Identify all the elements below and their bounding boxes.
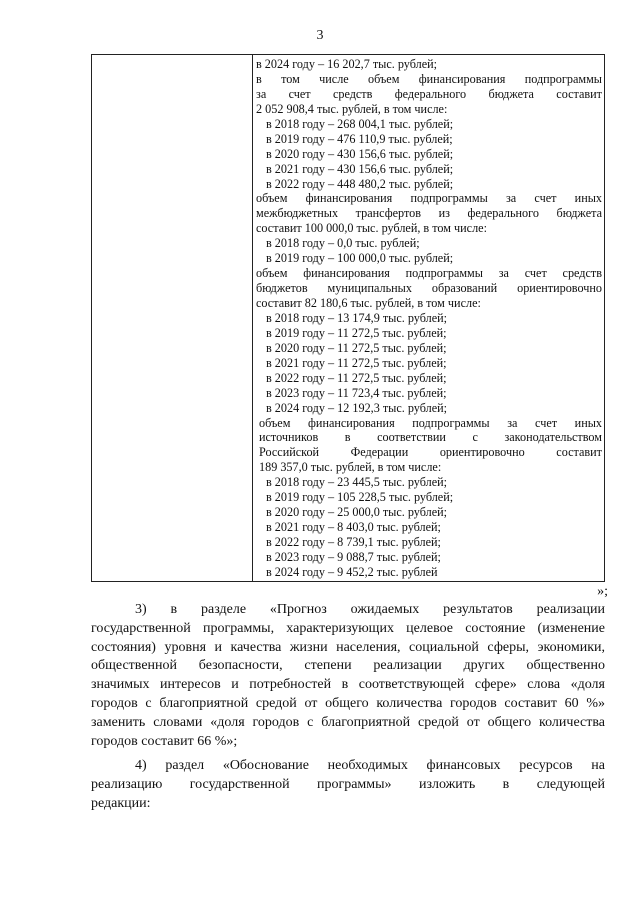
table-line: составит 100 000,0 тыс. рублей, в том числе: — [256, 221, 487, 236]
table-line: в 2018 году – 268 004,1 тыс. рублей; — [266, 116, 454, 131]
table-line: Российской Федерации ориентировочно составит — [259, 445, 602, 460]
paragraph-line: реализацию государственной программы» изложить в следующей — [91, 777, 605, 793]
table-line: в 2024 году – 16 202,7 тыс. рублей; — [256, 57, 438, 71]
body-text — [91, 601, 605, 814]
table-line: объем финансирования подпрограммы за счет средств — [256, 266, 602, 281]
paragraph-line: значимых интересов и потребностей в соответствующей сфере» слова «доля — [91, 677, 605, 693]
table-line: в 2019 году – 476 110,9 тыс. рублей; — [266, 131, 453, 146]
table-line: в 2020 году – 11 272,5 тыс. рублей; — [266, 340, 447, 355]
paragraph-4 — [91, 757, 605, 813]
table-line: в 2019 году – 100 000,0 тыс. рублей; — [266, 251, 454, 266]
table-line: в 2024 году – 9 452,2 тыс. рублей — [266, 564, 438, 579]
table-line: в 2019 году – 11 272,5 тыс. рублей; — [266, 325, 447, 340]
paragraph-line: состояния) уровня и качества жизни населения, социальной сферы, экономики, — [91, 639, 605, 655]
page-number: 3 — [316, 28, 324, 43]
closing-quote: »; — [597, 584, 608, 599]
table-line: в 2021 году – 430 156,6 тыс. рублей; — [266, 161, 454, 176]
paragraph-line: редакции: — [91, 795, 151, 811]
table-line: в 2022 году – 448 480,2 тыс. рублей; — [266, 176, 454, 191]
table-line: объем финансирования подпрограммы за счет иных — [256, 191, 602, 206]
table-line: в 2023 году – 11 723,4 тыс. рублей; — [266, 385, 447, 400]
table-line: в 2022 году – 11 272,5 тыс. рублей; — [266, 370, 447, 385]
table-line: в 2021 году – 11 272,5 тыс. рублей; — [266, 355, 447, 370]
table-line: составит 82 180,6 тыс. рублей, в том числе: — [256, 296, 481, 310]
table-line: в 2020 году – 430 156,6 тыс. рублей; — [266, 146, 454, 161]
table-line: межбюджетных трансфертов из федерального бюджета — [256, 206, 602, 221]
table-line: в 2018 году – 13 174,9 тыс. рублей; — [266, 310, 448, 325]
table-line: объем финансирования подпрограммы за счет иных — [259, 415, 602, 430]
paragraph-line: государственной программы, характеризующих целевое состояние (изменение — [91, 620, 605, 636]
table-line: бюджетов муниципальных образований ориентировочно — [256, 281, 602, 296]
table-line: в 2021 году – 8 403,0 тыс. рублей; — [266, 520, 441, 535]
paragraph-line: 3) в разделе «Прогноз ожидаемых результатов реализации — [135, 602, 605, 617]
table-line: 189 357,0 тыс. рублей, в том числе: — [259, 460, 442, 475]
paragraph-line: 4) раздел «Обоснование необходимых финансовых ресурсов на — [135, 758, 605, 774]
table-line: в 2023 году – 9 088,7 тыс. рублей; — [266, 549, 441, 564]
table-right-cell — [256, 57, 602, 580]
table-line: в 2018 году – 0,0 тыс. рублей; — [266, 236, 420, 251]
financing-table — [91, 54, 605, 582]
table-line: в 2018 году – 23 445,5 тыс. рублей; — [266, 475, 448, 490]
paragraph-line: общественной безопасности, степени реализации других общественно — [91, 658, 605, 674]
table-line: в 2019 году – 105 228,5 тыс. рублей; — [266, 490, 454, 505]
table-column-divider — [252, 54, 253, 582]
table-line: 2 052 908,4 тыс. рублей, в том числе: — [256, 101, 448, 116]
paragraph-line: заменить словами «доля городов с благоприятной средой от общего количества — [91, 714, 605, 730]
paragraph-line: городов составит 66 %»; — [91, 733, 238, 749]
table-line: в 2020 году – 25 000,0 тыс. рублей; — [266, 505, 448, 520]
table-line: источников в соответствии с законодательством — [259, 430, 602, 445]
paragraph-line: городов с благоприятной средой от общего количества городов составит 60 %» — [91, 695, 605, 711]
paragraph-3 — [91, 601, 605, 751]
table-line: в 2024 году – 12 192,3 тыс. рублей; — [266, 400, 448, 415]
table-line: в 2022 году – 8 739,1 тыс. рублей; — [266, 535, 441, 549]
table-line: за счет средств федерального бюджета составит — [256, 86, 602, 101]
table-line: в том числе объем финансирования подпрограммы — [256, 71, 602, 86]
